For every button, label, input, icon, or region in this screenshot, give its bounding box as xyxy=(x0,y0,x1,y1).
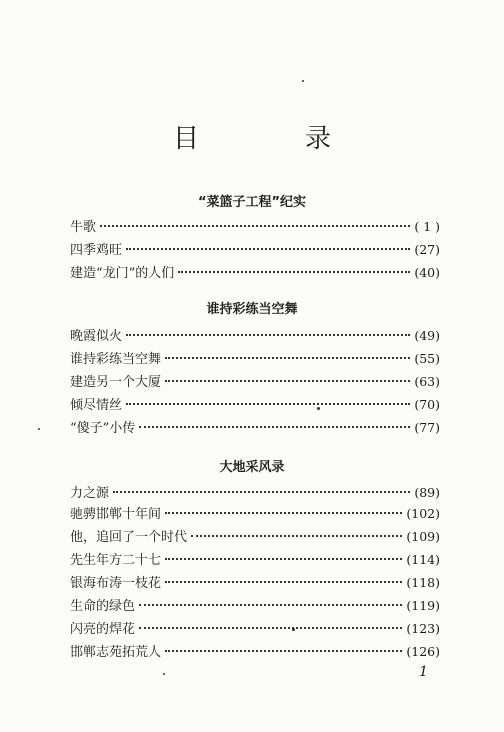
entry-page: (123) xyxy=(406,621,440,636)
dot-leader xyxy=(139,426,410,428)
toc-entry xyxy=(70,503,440,523)
entry-page: (55) xyxy=(414,351,440,366)
toc-entry xyxy=(70,641,440,661)
page-title: 目 录 xyxy=(172,124,371,154)
entry-page: (126) xyxy=(406,644,440,659)
entry-page: (102) xyxy=(406,506,440,521)
toc-entry xyxy=(70,262,440,282)
entry-title: 闪亮的焊花 xyxy=(70,622,136,637)
toc-entry xyxy=(70,216,440,236)
toc-entry xyxy=(70,325,440,345)
dot-leader xyxy=(126,403,410,405)
dot-leader xyxy=(126,334,410,336)
entry-title: 银海布涛一枝花 xyxy=(70,576,162,591)
entry-title: 牛歌 xyxy=(70,220,97,235)
section-heading-2: 谁持彩练当空舞 xyxy=(206,302,298,317)
entry-page: (114) xyxy=(406,552,440,567)
dot-leader xyxy=(126,248,410,250)
entry-page: (77) xyxy=(414,420,440,435)
entry-title: 生命的绿色 xyxy=(70,599,136,614)
dot-leader xyxy=(165,380,410,382)
entry-page: (40) xyxy=(414,265,440,280)
dot-leader xyxy=(165,512,402,514)
entry-title: “傻子”小传 xyxy=(70,421,136,436)
section-heading-3: 大地采风录 xyxy=(219,460,285,475)
entry-title: 晚霞似火 xyxy=(70,329,123,344)
entry-page: (49) xyxy=(414,328,440,343)
toc-entry xyxy=(70,572,440,592)
entry-title: 建造“龙门”的人们 xyxy=(70,266,175,281)
scan-speck xyxy=(163,673,165,675)
dot-leader xyxy=(113,491,410,493)
toc-entry xyxy=(70,239,440,259)
entry-title: 倾尽情丝 xyxy=(70,398,123,413)
section-heading-1: “菜篮子工程”纪实 xyxy=(197,195,307,210)
scan-speck xyxy=(38,428,40,430)
dot-leader xyxy=(165,581,402,583)
toc-entry xyxy=(70,549,440,569)
dot-leader xyxy=(139,604,402,606)
entry-title: 先生年方二十七 xyxy=(70,553,162,568)
toc-entry xyxy=(70,348,440,368)
dot-leader xyxy=(178,271,410,273)
toc-entry xyxy=(70,371,440,391)
entry-title: 四季鸡旺 xyxy=(70,243,123,258)
dot-leader xyxy=(165,558,402,560)
toc-entry xyxy=(70,417,440,437)
scan-speck xyxy=(292,628,295,631)
toc-entry xyxy=(70,618,440,638)
entry-page: (118) xyxy=(406,575,440,590)
entry-page: (63) xyxy=(414,374,440,389)
entry-title: 驰骋邯郸十年间 xyxy=(70,507,162,522)
dot-leader xyxy=(100,225,410,227)
dot-leader xyxy=(165,357,410,359)
entry-page: (89) xyxy=(414,485,440,500)
scan-speck xyxy=(302,80,304,82)
entry-page: (70) xyxy=(414,397,440,412)
entry-title: 邯郸志苑拓荒人 xyxy=(70,645,162,660)
toc-entry xyxy=(70,394,440,414)
toc-entry xyxy=(70,526,440,546)
entry-page: (27) xyxy=(414,242,440,257)
entry-page: ( 1 ) xyxy=(414,219,440,234)
entry-title: 力之源 xyxy=(70,486,110,501)
page-number: 1 xyxy=(419,664,428,680)
entry-page: (109) xyxy=(406,529,440,544)
entry-title: 谁持彩练当空舞 xyxy=(70,352,162,367)
entry-title: 建造另一个大厦 xyxy=(70,375,162,390)
dot-leader xyxy=(139,627,402,629)
scan-speck xyxy=(317,407,320,410)
dot-leader xyxy=(165,650,402,652)
dot-leader xyxy=(191,535,402,537)
entry-title: 他，追回了一个时代 xyxy=(70,530,188,545)
toc-entry xyxy=(70,482,440,502)
toc-entry xyxy=(70,595,440,615)
entry-page: (119) xyxy=(406,598,440,613)
